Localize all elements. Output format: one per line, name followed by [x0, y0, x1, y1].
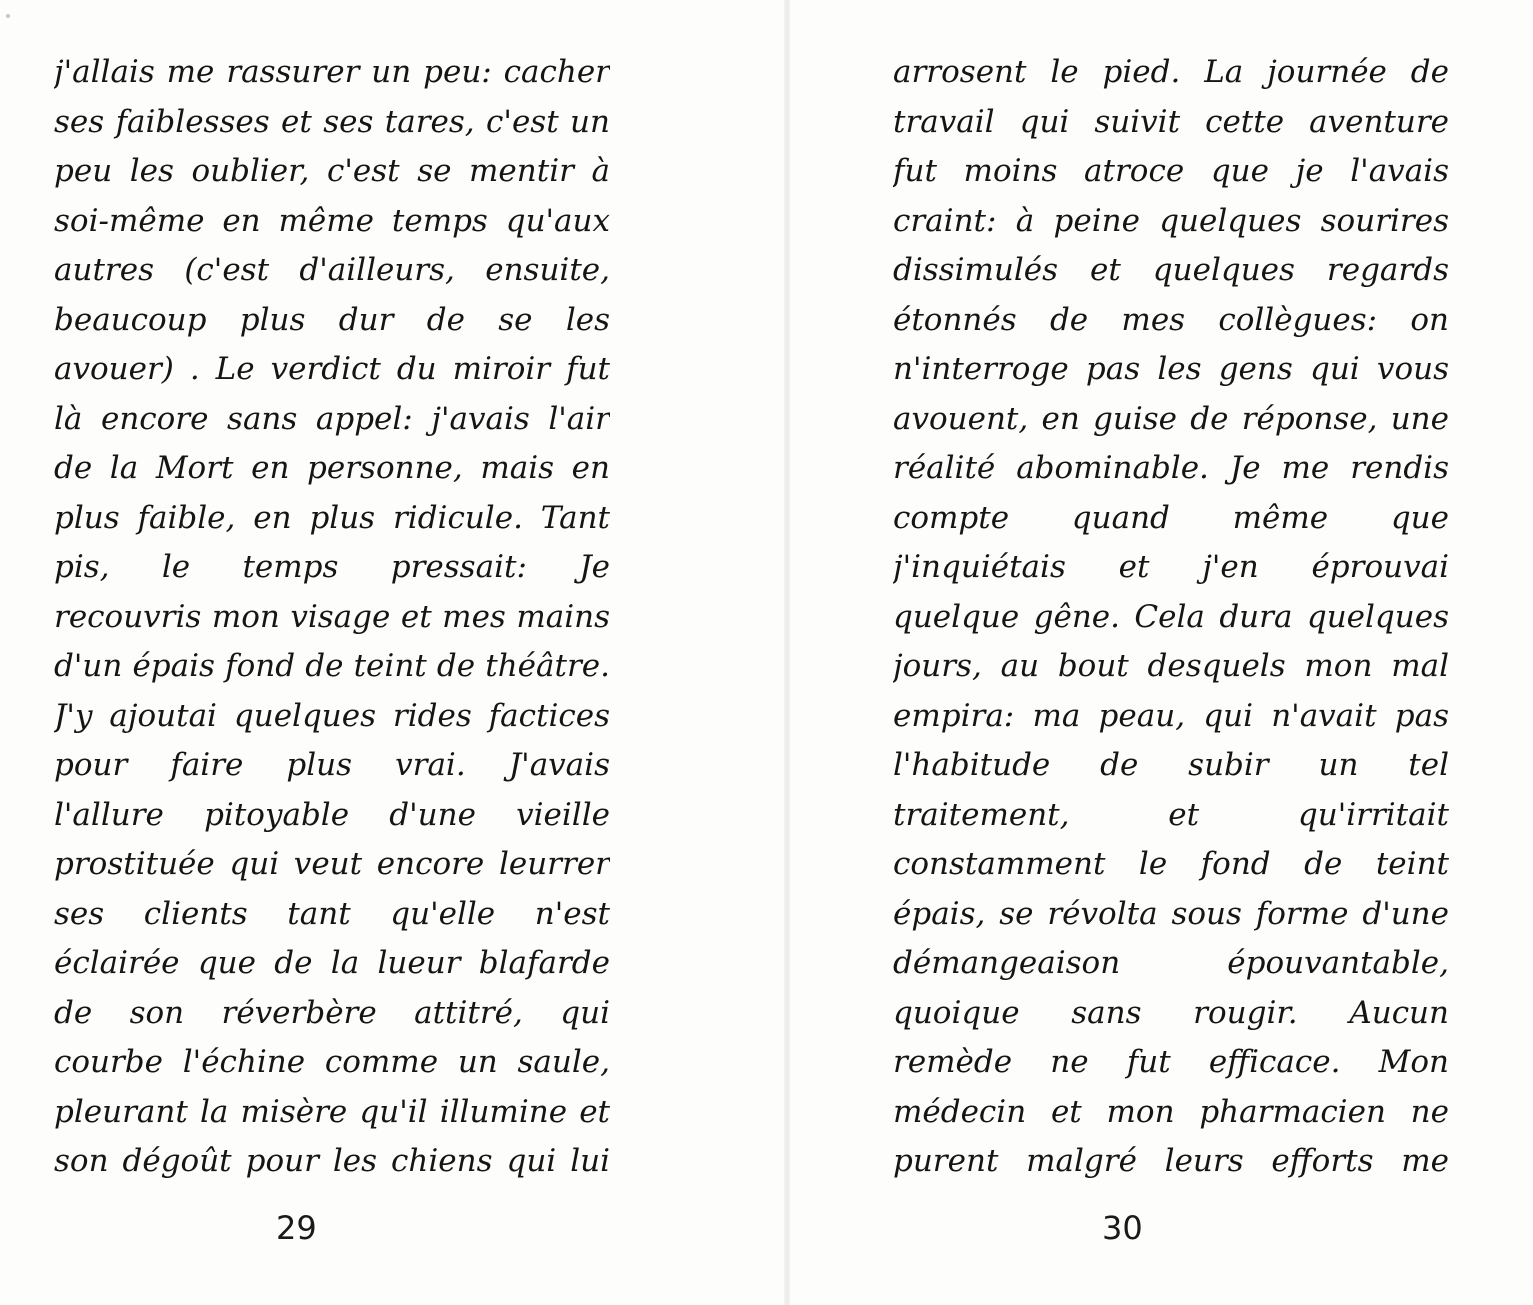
text-line: arrosent le pied. La journée de — [893, 54, 1449, 90]
text-line: quoique sans rougir. Aucun — [893, 994, 1449, 1031]
text-line: craint: à peine quelques sourires — [893, 202, 1449, 239]
text-line: dissimulés et quelques regards — [893, 252, 1449, 288]
text-line: ses clients tant qu'elle n'est — [54, 895, 610, 932]
text-line: étonnés de mes collègues: on — [893, 301, 1449, 338]
text-line: courbe l'échine comme un saule, — [54, 1044, 610, 1080]
right-page-number: 30 — [1102, 1209, 1143, 1247]
text-line: pis, le temps pressait: Je — [54, 549, 610, 585]
text-line: travail qui suivit cette aventure — [893, 103, 1449, 140]
left-page-text — [54, 48, 610, 1187]
text-line: quelque gêne. Cela dura quelques — [893, 598, 1449, 635]
right-page-text — [893, 48, 1449, 1187]
text-line: réalité abominable. Je me rendis — [893, 450, 1449, 486]
text-line: jours, au bout desquels mon mal — [893, 648, 1449, 684]
text-line: j'allais me rassurer un peu: cacher — [54, 54, 610, 90]
text-line: l'habitude de subir un tel — [893, 747, 1449, 783]
text-line: J'y ajoutai quelques rides factices — [54, 697, 610, 734]
text-line: médecin et mon pharmacien ne — [893, 1093, 1449, 1130]
text-line: ses faiblesses et ses tares, c'est un — [54, 103, 610, 140]
text-line: avouent, en guise de réponse, une — [893, 400, 1449, 437]
text-line: n'interroge pas les gens qui vous — [893, 351, 1449, 387]
text-line: peu les oublier, c'est se mentir à — [54, 153, 610, 189]
paper-speck — [6, 14, 10, 18]
text-line: pleurant la misère qu'il illumine et — [54, 1093, 610, 1130]
text-line: compte quand même que — [893, 499, 1449, 536]
text-line: remède ne fut efficace. Mon — [893, 1044, 1449, 1080]
left-page-number: 29 — [276, 1209, 317, 1247]
text-line: soi-même en même temps qu'aux — [54, 202, 610, 239]
text-line: beaucoup plus dur de se les — [54, 301, 610, 338]
text-line: constamment le fond de teint — [893, 846, 1449, 882]
text-line: recouvris mon visage et mes mains — [54, 598, 610, 635]
text-line: épais, se révolta sous forme d'une — [893, 895, 1449, 932]
text-line: là encore sans appel: j'avais l'air — [54, 400, 610, 437]
text-line: démangeaison épouvantable, — [893, 945, 1449, 981]
text-line: l'allure pitoyable d'une vieille — [54, 796, 610, 833]
text-line: avouer) . Le verdict du miroir fut — [54, 351, 610, 387]
book-gutter — [784, 0, 790, 1305]
text-line: prostituée qui veut encore leurrer — [54, 846, 610, 882]
text-line: empira: ma peau, qui n'avait pas — [893, 697, 1449, 734]
text-line: de la Mort en personne, mais en — [54, 450, 610, 486]
text-line: d'un épais fond de teint de théâtre. — [54, 648, 610, 684]
text-line: son dégoût pour les chiens qui lui — [54, 1143, 610, 1179]
text-line: purent malgré leurs efforts me — [893, 1143, 1449, 1179]
text-line: j'inquiétais et j'en éprouvai — [893, 549, 1449, 585]
text-line: pour faire plus vrai. J'avais — [54, 747, 610, 783]
text-line: plus faible, en plus ridicule. Tant — [54, 499, 610, 536]
text-line: fut moins atroce que je l'avais — [893, 153, 1449, 189]
text-line: éclairée que de la lueur blafarde — [54, 945, 610, 981]
text-line: traitement, et qu'irritait — [893, 796, 1449, 833]
text-line: de son réverbère attitré, qui — [54, 994, 610, 1031]
text-line: autres (c'est d'ailleurs, ensuite, — [54, 252, 610, 288]
